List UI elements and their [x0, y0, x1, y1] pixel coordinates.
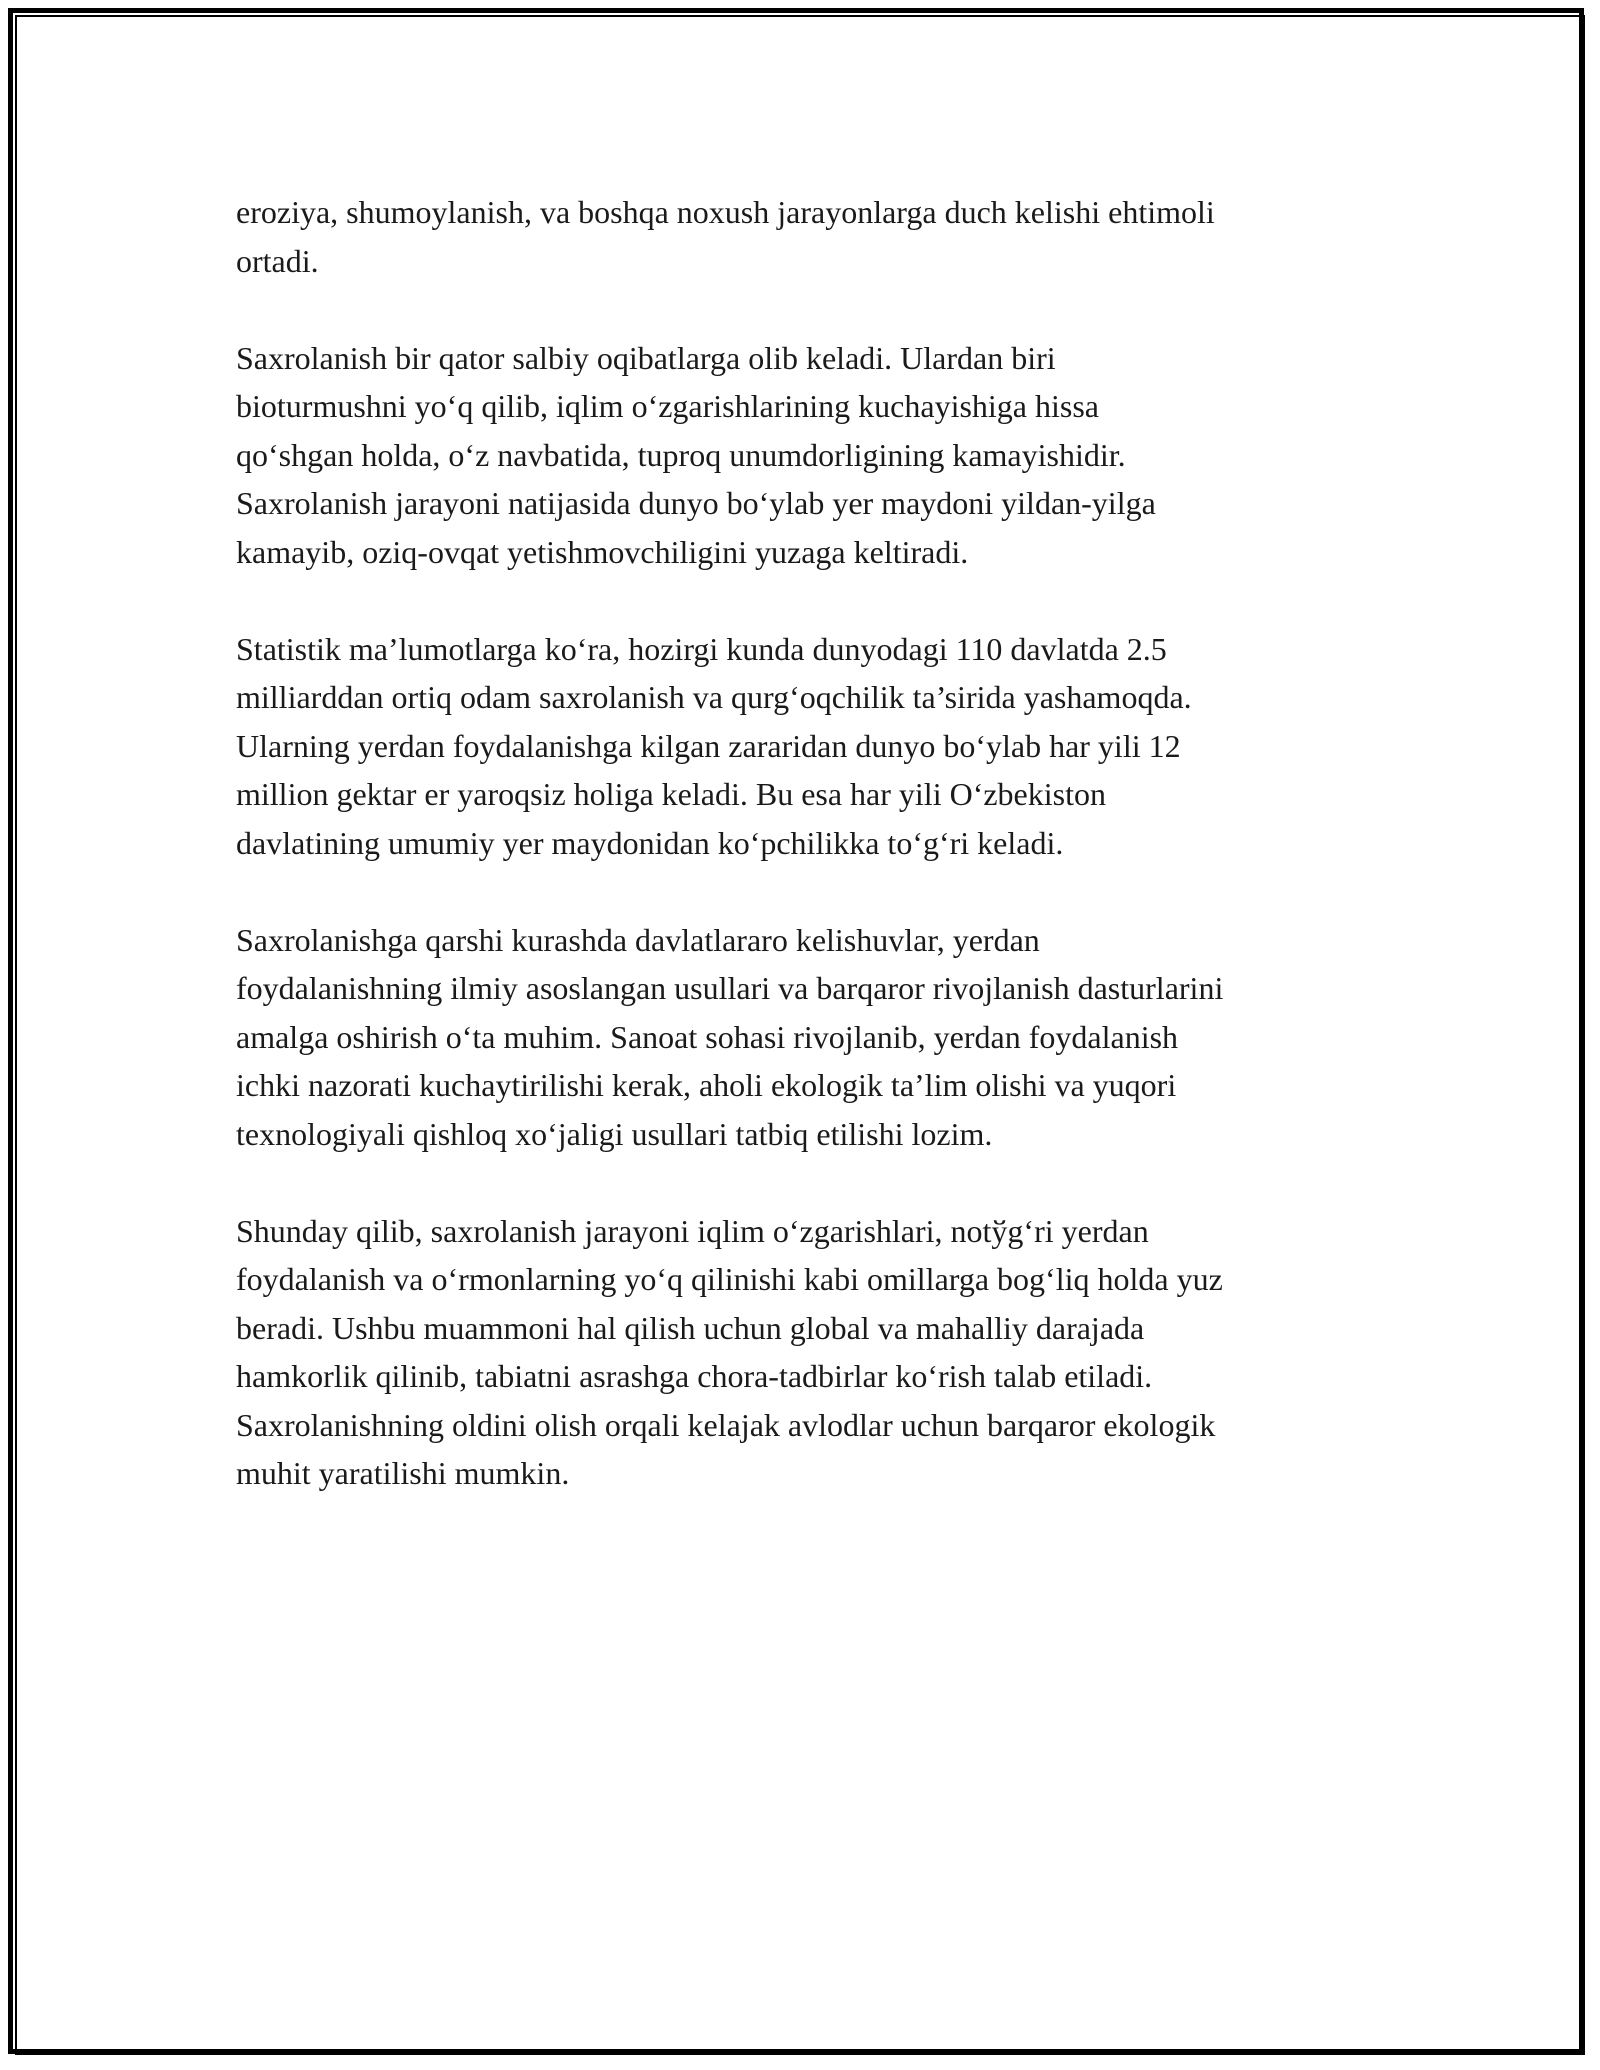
paragraph-1: eroziya, shumoylanish, va boshqa noxush jarayonlarga duch kelishi ehtimoli ortadi. [236, 194, 1215, 279]
paragraph-3: Statistik ma’lumotlarga koʻra, hozirgi kunda dunyodagi 110 davlatda 2.5 milliarddan ortiq odam saxrolanish va qurgʻoqchilik ta’sirida yashamoqda. Ularning yerdan foydalanishga kilgan zararidan dunyo boʻylab har yili 12 million gektar er yaroqsiz holiga keladi. Bu esa har yili Oʻzbekiston davlatining umumiy yer maydonidan koʻpchilikka toʻgʻri keladi. [236, 630, 1192, 861]
document-body [236, 188, 1376, 1498]
paragraph-5: Shunday qilib, saxrolanish jarayoni iqlim oʻzgarishlari, notўgʻri yerdan foydalanish va oʻrmonlarning yoʻq qilinishi kabi omillarga bogʻliq holda yuz beradi. Ushbu muammoni hal qilish uchun global va mahalliy darajada hamkorlik qilinib, tabiatni asrashga chora-tadbirlar koʻrish talab etiladi. Saxrolanishning oldini olish orqali kelajak avlodlar uchun barqaror ekologik muhit yaratilishi mumkin. [236, 1212, 1223, 1491]
paragraph-4: Saxrolanishga qarshi kurashda davlatlararo kelishuvlar, yerdan foydalanishning ilmiy asoslangan usullari va barqaror rivojlanish dasturlarini amalga oshirish oʻta muhim. Sanoat sohasi rivojlanib, yerdan foydalanish ichki nazorati kuchaytirilishi kerak, aholi ekologik ta’lim olishi va yuqori texnologiyali qishloq xoʻjaligi usullari tatbiq etilishi lozim. [236, 921, 1224, 1152]
paragraph-2: Saxrolanish bir qator salbiy oqibatlarga olib keladi. Ulardan biri bioturmushni yoʻq qilib, iqlim oʻzgarishlarining kuchayishiga hissa qoʻshgan holda, oʻz navbatida, tuproq unumdorligining kamayishidir. Saxrolanish jarayoni natijasida dunyo boʻylab yer maydoni yildan-yilga kamayib, oziq-ovqat yetishmovchiligini yuzaga keltiradi. [236, 339, 1156, 570]
